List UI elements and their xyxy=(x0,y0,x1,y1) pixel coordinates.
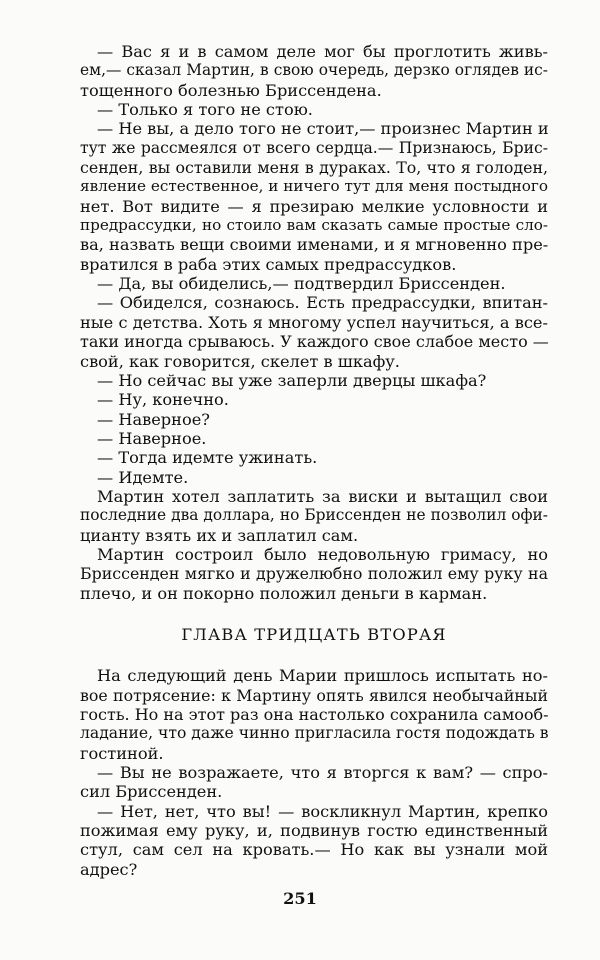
text-line: — Обиделся, сознаюсь. Есть предрассудки, впитан- xyxy=(97,293,548,313)
text-line: таки иногда срываюсь. У каждого свое слабое место — xyxy=(80,332,549,352)
text-line: тощенного болезнью Бриссендена. xyxy=(80,80,382,100)
text-line: ные с детства. Хоть я многому успел научиться, а все- xyxy=(80,312,548,332)
text-line: Мартин хотел заплатить за виски и вытащил свои xyxy=(97,486,548,506)
paragraph xyxy=(80,487,548,545)
text-line: — Наверное. xyxy=(97,428,207,448)
chapter-heading: ГЛАВА ТРИДЦАТЬ ВТОРАЯ xyxy=(181,624,447,644)
text-line: стул, сам сел на кровать.— Но как вы узнали мой xyxy=(80,840,548,860)
page-number: 251 xyxy=(283,889,317,908)
text-line: последние два доллара, но Бриссенден не позволил офи- xyxy=(80,506,548,525)
text-line: адрес? xyxy=(80,859,138,879)
text-line: сил Бриссенден. xyxy=(80,782,223,802)
paragraph xyxy=(80,448,548,467)
paragraph xyxy=(80,666,548,763)
text-line: вое потрясение: к Мартину опять явился необычайный xyxy=(80,685,548,705)
paragraph xyxy=(80,371,548,390)
text-line: плечо, и он покорно положил деньги в карман. xyxy=(80,583,488,603)
paragraph xyxy=(80,468,548,487)
text-line: ем,— сказал Мартин, в свою очередь, дерзко оглядев ис- xyxy=(80,61,548,80)
text-line: Мартин состроил было недовольную гримасу, но xyxy=(97,544,548,564)
paragraph xyxy=(80,429,548,448)
section-after-chapter xyxy=(80,666,548,879)
text-line: — Но сейчас вы уже заперли дверцы шкафа? xyxy=(97,370,487,390)
text-line: нет. Вот видите — я презираю мелкие условности и xyxy=(80,196,548,216)
text-line: пожимая ему руку, и, подвинув гостю единственный xyxy=(80,821,548,841)
text-line: — Тогда идемте ужинать. xyxy=(97,448,318,468)
section-before-chapter xyxy=(80,42,548,603)
text-line: — Идемте. xyxy=(97,467,189,487)
text-line: — Ну, конечно. xyxy=(97,390,229,410)
paragraph xyxy=(80,390,548,409)
text-line: свой, как говорится, скелет в шкафу. xyxy=(80,351,400,371)
text-line: вратился в раба этих самых предрассудков. xyxy=(80,254,457,274)
text-line: гость. Но на этот раз она настолько сохранила самооб- xyxy=(80,705,549,724)
paragraph xyxy=(80,42,548,100)
text-line: — Только я того не стою. xyxy=(97,100,313,120)
text-line: Бриссенден мягко и дружелюбно положил ему руку на xyxy=(80,564,548,584)
paragraph xyxy=(80,545,548,603)
text-line: — Вы не возражаете, что я вторгся к вам? — спро- xyxy=(97,763,548,783)
text-line: гостиной. xyxy=(80,743,164,763)
text-line: — Нет, нет, что вы! — воскликнул Мартин, крепко xyxy=(97,801,548,821)
text-line: ва, назвать вещи своими именами, и я мгновенно пре- xyxy=(80,235,549,255)
text-line: тут же рассмеялся от всего сердца.— Признаюсь, Брис- xyxy=(80,138,548,157)
paragraph xyxy=(80,274,548,293)
text-line: — Да, вы обиделись,— подтвердил Бриссенден. xyxy=(97,274,506,294)
text-line: — Не вы, а дело того не стоит,— произнес Мартин и xyxy=(97,119,549,139)
page-text xyxy=(80,42,548,879)
text-line: сенден, вы оставили меня в дураках. То, что я голоден, xyxy=(80,158,548,178)
text-line: На следующий день Марии пришлось испытать но- xyxy=(97,666,548,686)
paragraph xyxy=(80,410,548,429)
paragraph xyxy=(80,119,548,274)
paragraph xyxy=(80,293,548,370)
text-line: предрассудки, но стоило вам сказать самые простые сло- xyxy=(80,216,548,235)
text-line: цианту взять их и заплатил сам. xyxy=(80,525,359,545)
text-line: явление естественное, и ничего тут для меня постыдного xyxy=(80,177,548,196)
text-line: — Вас я и в самом деле мог бы проглотить живь- xyxy=(97,42,548,61)
text-line: — Наверное? xyxy=(97,409,210,429)
paragraph xyxy=(80,100,548,119)
text-line: ладание, что даже чинно пригласила гостя подождать в xyxy=(80,724,549,743)
paragraph xyxy=(80,763,548,802)
paragraph xyxy=(80,802,548,879)
